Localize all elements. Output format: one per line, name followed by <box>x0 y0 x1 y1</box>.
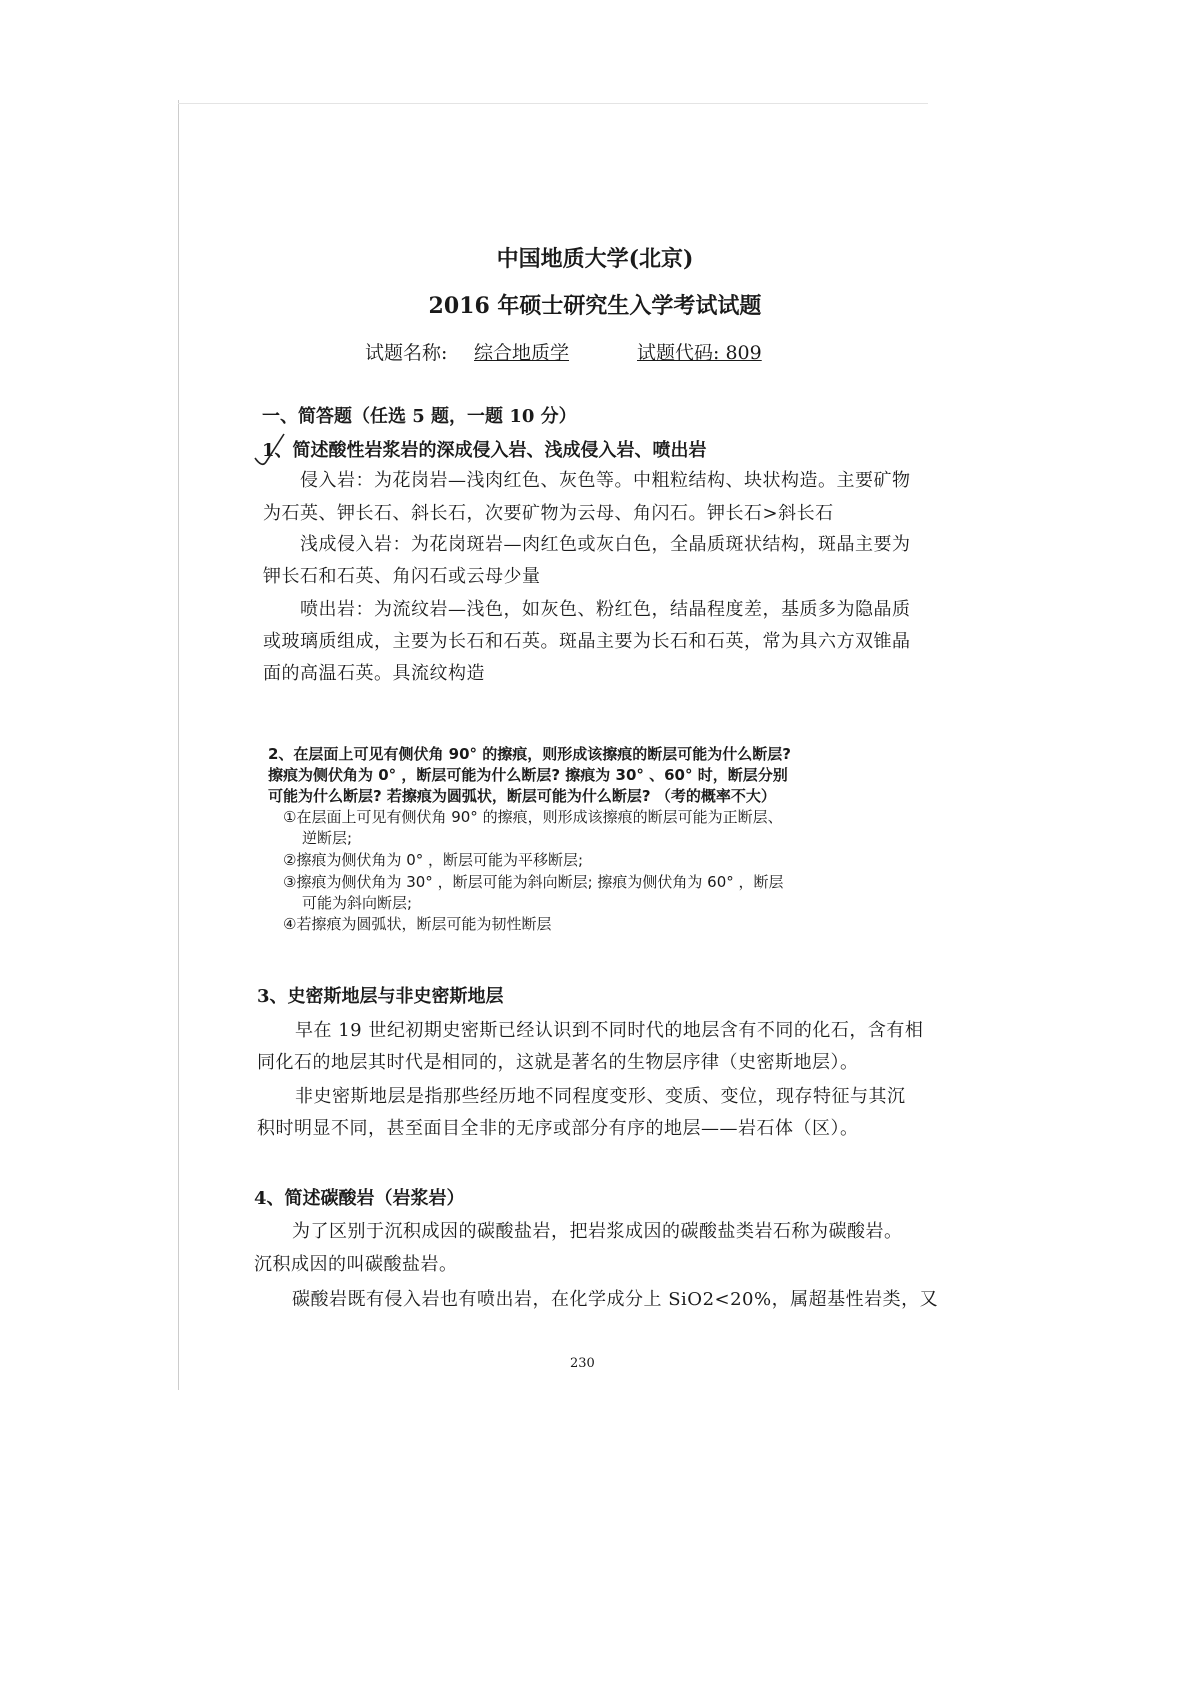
q4-title: 4、简述碳酸岩（岩浆岩） <box>254 1188 465 1209</box>
q2-answer: 可能为斜向断层; <box>302 894 413 912</box>
q3-line: 积时明显不同，甚至面目全非的无序或部分有序的地层——岩石体（区）。 <box>257 1118 859 1139</box>
q2-answer: 逆断层; <box>302 829 353 847</box>
subtitle: 2016 年硕士研究生入学考试试题 <box>428 293 762 319</box>
q4-line: 沉积成因的叫碳酸盐岩。 <box>254 1254 458 1275</box>
q1-line: 喷出岩：为流纹岩—浅色，如灰色、粉红色，结晶程度差，基质多为隐晶质 <box>300 599 911 620</box>
checkmark-icon <box>252 430 292 470</box>
q3-line: 同化石的地层其时代是相同的，这就是著名的生物层序律（史密斯地层）。 <box>257 1052 859 1073</box>
q1-line: 浅成侵入岩：为花岗斑岩—肉红色或灰白色，全晶质斑状结构，斑晶主要为 <box>300 534 911 555</box>
page-number: 230 <box>570 1356 595 1371</box>
q4-line: 碳酸岩既有侵入岩也有喷出岩，在化学成分上 SiO2<20%，属超基性岩类，又 <box>292 1289 939 1310</box>
q2-title: 2、在层面上可见有侧伏角 90° 的擦痕，则形成该擦痕的断层可能为什么断层? <box>268 745 791 763</box>
q1-line: 钾长石和石英、角闪石或云母少量 <box>263 566 541 587</box>
q3-line: 早在 19 世纪初期史密斯已经认识到不同时代的地层含有不同的化石，含有相 <box>295 1020 924 1041</box>
scan-edge-top <box>178 103 928 104</box>
q2-title: 可能为什么断层? 若擦痕为圆弧状，断层可能为什么断层? （考的概率不大） <box>268 787 776 805</box>
exam-code: 试题代码: 809 <box>637 342 762 364</box>
q2-title: 擦痕为侧伏角为 0° ，断层可能为什么断层? 擦痕为 30° 、60° 时，断层分别 <box>268 766 788 784</box>
title: 中国地质大学(北京) <box>496 246 694 272</box>
q2-answer: ④若擦痕为圆弧状，断层可能为韧性断层 <box>283 915 552 933</box>
q1-line: 或玻璃质组成，主要为长石和石英。斑晶主要为长石和石英，常为具六方双锥晶 <box>263 631 911 652</box>
q1-title: 1、简述酸性岩浆岩的深成侵入岩、浅成侵入岩、喷出岩 <box>262 440 707 461</box>
section-heading: 一、简答题（任选 5 题，一题 10 分） <box>262 406 577 427</box>
q1-line: 面的高温石英。具流纹构造 <box>263 663 485 684</box>
exam-name: 综合地质学 <box>474 342 570 364</box>
q1-line: 为石英、钾长石、斜长石，次要矿物为云母、角闪石。钾长石>斜长石 <box>263 503 834 524</box>
q2-answer: ③擦痕为侧伏角为 30° ，断层可能为斜向断层; 擦痕为侧伏角为 60° ，断层 <box>283 873 784 891</box>
q2-answer: ①在层面上可见有侧伏角 90° 的擦痕，则形成该擦痕的断层可能为正断层、 <box>283 808 783 826</box>
q3-line: 非史密斯地层是指那些经历地不同程度变形、变质、变位，现存特征与其沉 <box>295 1086 906 1107</box>
q3-title: 3、史密斯地层与非史密斯地层 <box>257 986 504 1007</box>
q2-answer: ②擦痕为侧伏角为 0° ，断层可能为平移断层; <box>283 851 584 869</box>
q1-line: 侵入岩：为花岗岩—浅肉红色、灰色等。中粗粒结构、块状构造。主要矿物 <box>300 470 911 491</box>
q4-line: 为了区别于沉积成因的碳酸盐岩，把岩浆成因的碳酸盐类岩石称为碳酸岩。 <box>292 1221 903 1242</box>
exam-name-label: 试题名称: <box>365 342 448 364</box>
